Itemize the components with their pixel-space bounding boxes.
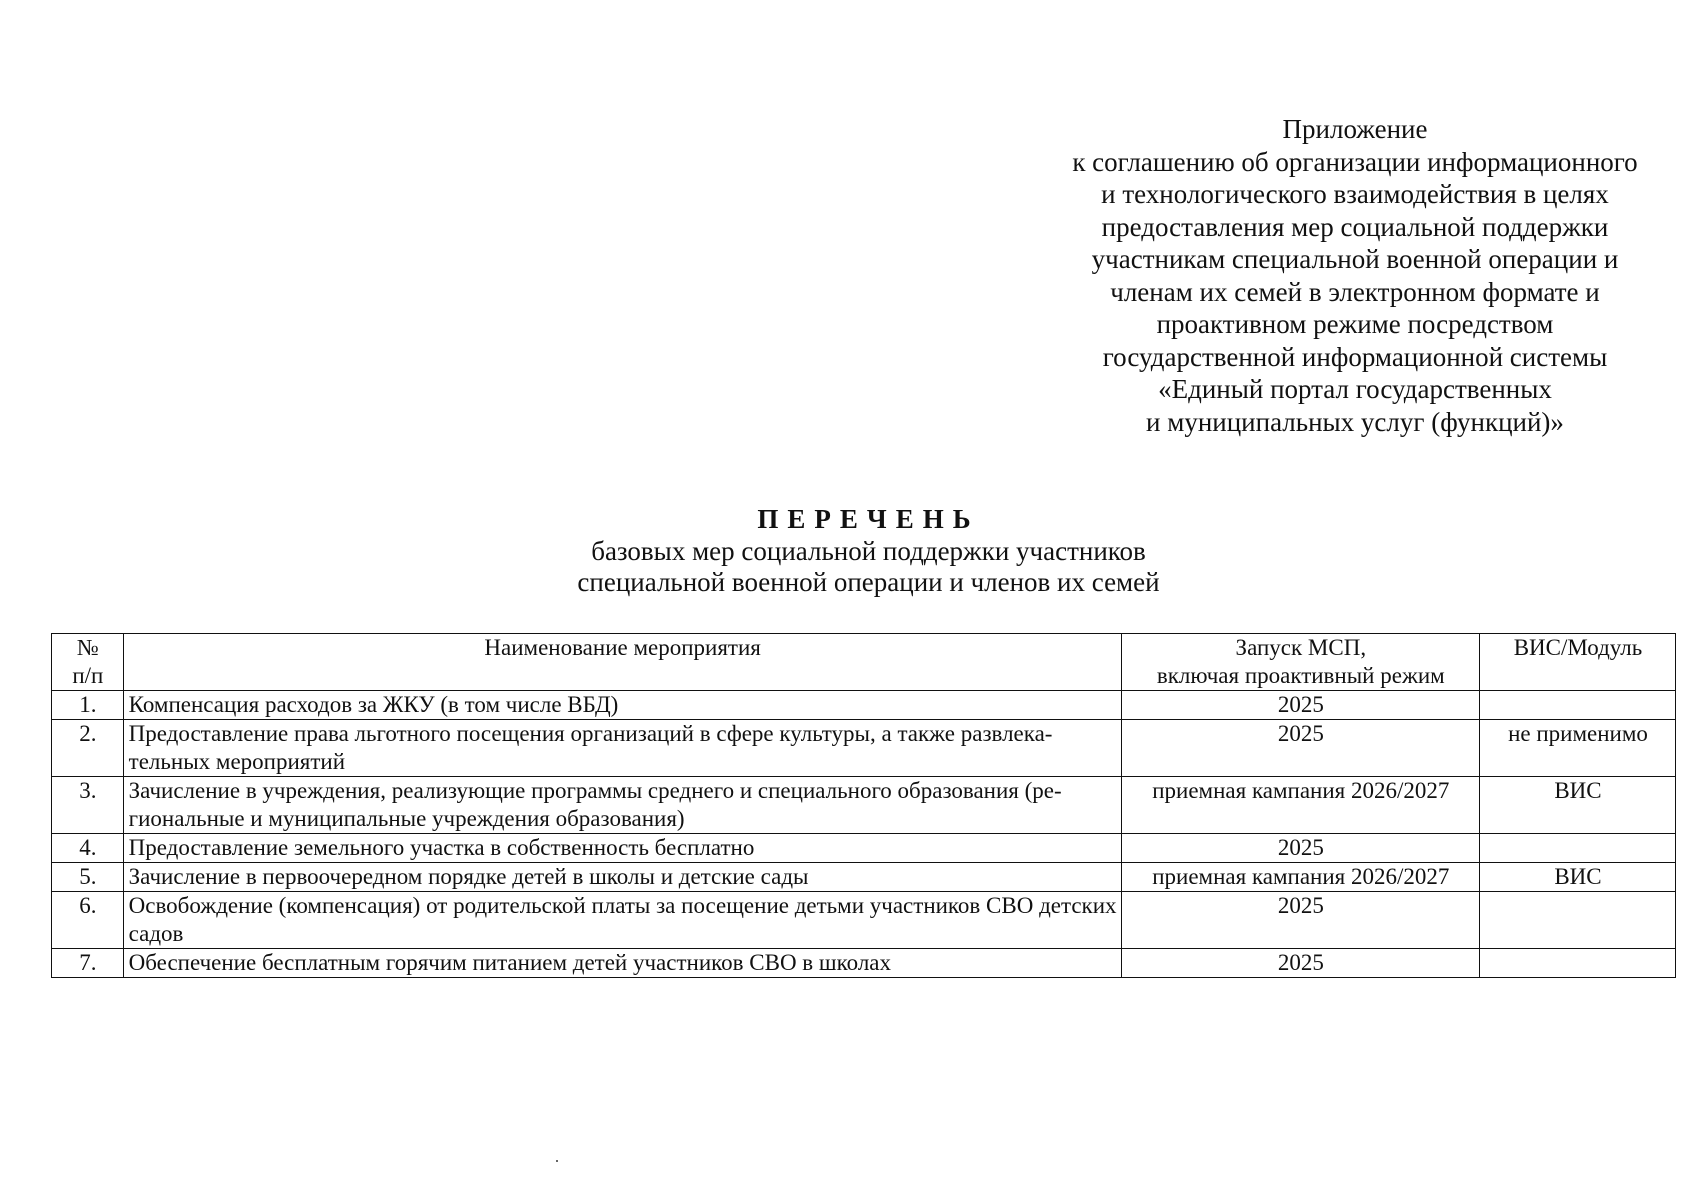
row-measure-name: Предоставление земельного участка в собственность бесплатно xyxy=(123,834,1121,863)
header-module: ВИС/Модуль xyxy=(1479,634,1675,691)
row-module xyxy=(1479,949,1675,978)
row-launch: 2025 xyxy=(1121,691,1479,720)
table-row xyxy=(52,777,1676,834)
row-module xyxy=(1479,691,1675,720)
row-number: 6. xyxy=(52,892,124,949)
row-module: ВИС xyxy=(1479,777,1675,834)
appendix-line: членам их семей в электронном формате и xyxy=(1110,276,1600,307)
row-measure-name: Предоставление права льготного посещения организаций в сфере культуры, а также развлека-тельных мероприятий xyxy=(123,720,1121,777)
row-number: 7. xyxy=(52,949,124,978)
table-row xyxy=(52,720,1676,777)
row-launch: приемная кампания 2026/2027 xyxy=(1121,777,1479,834)
document-title-block xyxy=(0,502,1697,598)
measures-table xyxy=(51,633,1676,978)
document-subtitle-line: специальной военной операции и членов их семей xyxy=(577,567,1160,597)
header-launch xyxy=(1121,634,1479,691)
row-measure-name: Зачисление в первоочередном порядке детей в школы и детские сады xyxy=(123,863,1121,892)
appendix-line: «Единый портал государственных xyxy=(1158,374,1552,404)
row-launch: 2025 xyxy=(1121,834,1479,863)
appendix-header xyxy=(1040,113,1670,438)
table-row xyxy=(52,863,1676,892)
row-launch: 2025 xyxy=(1121,892,1479,949)
table-row xyxy=(52,949,1676,978)
header-number-line2: п/п xyxy=(72,663,104,688)
header-number xyxy=(52,634,124,691)
table-row xyxy=(52,892,1676,949)
row-number: 4. xyxy=(52,834,124,863)
appendix-line: и муниципальных услуг (функций)» xyxy=(1146,406,1564,437)
appendix-line: проактивном режиме посредством xyxy=(1156,309,1554,339)
table-row xyxy=(52,834,1676,863)
appendix-line: Приложение xyxy=(1282,114,1428,144)
row-number: 2. xyxy=(52,720,124,777)
appendix-line: к соглашению об организации информационного xyxy=(1072,146,1638,177)
row-module: ВИС xyxy=(1479,863,1675,892)
document-title: ПЕРЕЧЕНЬ xyxy=(757,504,980,534)
header-launch-line1: Запуск МСП, xyxy=(1235,635,1367,660)
row-measure-name: Компенсация расходов за ЖКУ (в том числе ВБД) xyxy=(123,691,1121,720)
header-launch-line2: включая проактивный режим xyxy=(1156,663,1445,688)
row-module xyxy=(1479,834,1675,863)
row-module: не применимо xyxy=(1479,720,1675,777)
header-number-line1: № xyxy=(76,635,99,660)
row-number: 1. xyxy=(52,691,124,720)
appendix-line: предоставления мер социальной поддержки xyxy=(1101,211,1609,242)
row-launch: 2025 xyxy=(1121,949,1479,978)
row-measure-name: Обеспечение бесплатным горячим питанием детей участников СВО в школах xyxy=(123,949,1121,978)
scan-speck xyxy=(556,1160,558,1162)
row-launch: 2025 xyxy=(1121,720,1479,777)
appendix-line: государственной информационной системы xyxy=(1102,341,1608,372)
table-row xyxy=(52,691,1676,720)
row-launch: приемная кампания 2026/2027 xyxy=(1121,863,1479,892)
header-measure-name: Наименование мероприятия xyxy=(123,634,1121,691)
row-module xyxy=(1479,892,1675,949)
document-subtitle-line: базовых мер социальной поддержки участников xyxy=(591,536,1146,566)
row-number: 3. xyxy=(52,777,124,834)
appendix-line: и технологического взаимодействия в целях xyxy=(1101,179,1609,209)
table-header-row xyxy=(52,634,1676,691)
row-number: 5. xyxy=(52,863,124,892)
appendix-line: участникам специальной военной операции и xyxy=(1091,244,1619,274)
row-measure-name: Освобождение (компенсация) от родительской платы за посещение детьми участников СВО детских садов xyxy=(123,892,1121,949)
row-measure-name: Зачисление в учреждения, реализующие программы среднего и специального образования (ре-гиональные и муниципальные учреждения образования) xyxy=(123,777,1121,834)
